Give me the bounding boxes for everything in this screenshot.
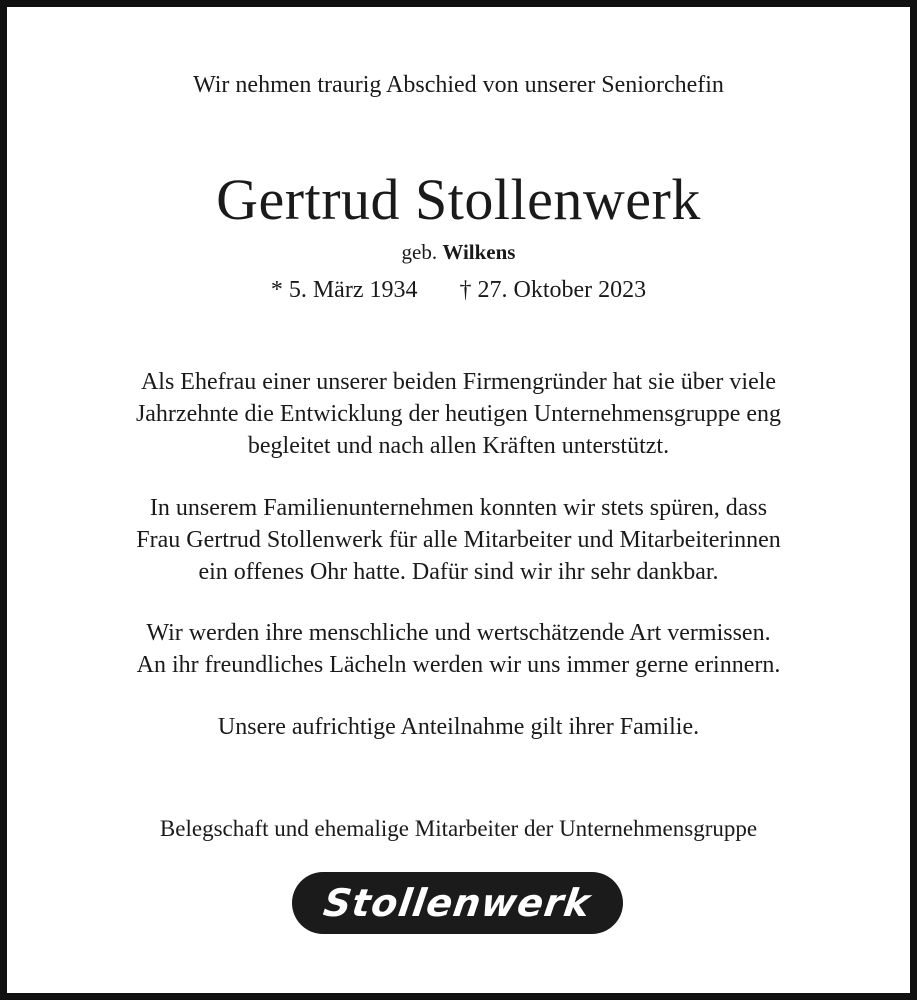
paragraph-line: Jahrzehnte die Entwicklung der heutigen Unternehmensgruppe eng: [135, 401, 782, 427]
paragraph-tribute: [0, 366, 917, 462]
paragraph-line: In unserem Familienunternehmen konnten wir stets spüren, dass: [149, 495, 768, 521]
paragraph-family-business: [0, 492, 917, 588]
paragraph-line: Wir werden ihre menschliche und wertschätzende Art vermissen.: [146, 620, 771, 646]
maiden-name: Wilkens: [442, 240, 516, 264]
intro-text: Wir nehmen traurig Abschied von unserer Seniorchefin: [193, 72, 724, 98]
deceased-name: Gertrud Stollenwerk: [216, 167, 701, 232]
birth-date: * 5. März 1934: [270, 277, 418, 303]
maiden-name-line: [0, 238, 917, 266]
death-date: † 27. Oktober 2023: [459, 277, 647, 303]
paragraph-line: Als Ehefrau einer unserer beiden Firmengründer hat sie über viele: [140, 369, 777, 395]
paragraph-line: Unsere aufrichtige Anteilnahme gilt ihrer Familie.: [217, 714, 700, 740]
life-dates: [0, 275, 917, 305]
paragraph-condolence: [0, 711, 917, 743]
paragraph-line: begleitet und nach allen Kräften unterstützt.: [247, 433, 670, 459]
maiden-prefix: geb.: [401, 240, 438, 264]
paragraph-line: Frau Gertrud Stollenwerk für alle Mitarbeiter und Mitarbeiterinnen: [136, 527, 781, 553]
signoff-text: Belegschaft und ehemalige Mitarbeiter der Unternehmensgruppe: [159, 816, 758, 841]
paragraph-line: An ihr freundliches Lächeln werden wir uns immer gerne erinnern.: [136, 652, 781, 678]
company-logo: [292, 872, 623, 934]
logo-text: Stollenwerk: [321, 881, 594, 925]
paragraph-line: ein offenes Ohr hatte. Dafür sind wir ihr sehr dankbar.: [198, 559, 719, 585]
paragraph-remembrance: [0, 617, 917, 681]
